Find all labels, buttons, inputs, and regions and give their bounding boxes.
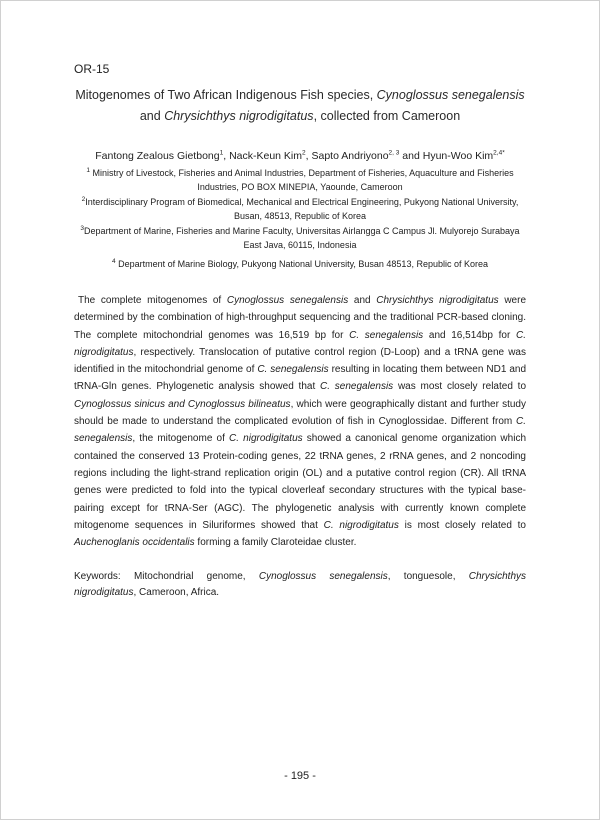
author-name: Sapto Andriyono — [311, 150, 389, 162]
species-name: C. nigrodigitatus — [229, 433, 303, 445]
abstract-text: , respectively. Translocation of putative control region (D-Loop) and a tRNA gene was identified in the mitochondrial genome of — [74, 346, 526, 376]
species-name: Cynoglossus senegalensis — [226, 295, 349, 306]
affiliation-mark: 1 — [86, 167, 90, 174]
title-text: , collected from Cameroon — [313, 109, 461, 123]
author-separator: , — [223, 150, 230, 162]
title-text: Mitogenomes of Two African Indigenous Fish species, — [75, 88, 377, 102]
keywords-text: , tonguesole, — [387, 571, 469, 582]
title-species-2: Chrysichthys nigrodigitatus — [164, 109, 314, 123]
species-name: C. senegalensis — [320, 381, 394, 393]
abstract-text: resulting in locating them between ND1 and tRNA-Gln genes. Phylogenetic analysis showed that — [74, 364, 526, 393]
affiliation-text: East Java, 60115, Indonesia — [243, 240, 357, 250]
abstract-text: was most closely related to — [393, 381, 526, 393]
species-name: C. nigrodigitatus — [323, 519, 399, 531]
abstract-text: , the mitogenome of — [132, 433, 230, 445]
keywords-text: , Cameroon, Africa. — [133, 587, 220, 598]
affiliation-text: Busan, 48513, Republic of Korea — [233, 211, 367, 221]
abstract-text: , which were geographically distant and further study should be made to understand the complicated evolution of fish in Cynoglossidae. Different from — [74, 398, 526, 428]
author-affiliation-mark: 2,4* — [493, 149, 505, 157]
abstract-text: showed a canonical genome organization which contained the conserved 13 Protein-coding genes, 22 tRNA genes, 2 rRNA genes, and 2 noncoding regions including the light-strand replication origin (OL) and a putative control region (CR). All tRNA genes were predicted to fold into the typical cloverleaf secondary structures with the typical base-pairing except for tRNA-Ser (AGC). The phylogenetic analysis with currently known complete mitogenome sequences in Siluriformes showed that — [74, 433, 527, 531]
abstract-text: The complete mitogenomes of — [78, 295, 227, 306]
affiliation-mark: 2 — [81, 196, 86, 203]
affiliation-3 — [60, 224, 540, 252]
affiliation-text: Department of Marine Biology, Pukyong National University, Busan 48513, Republic of Korea — [115, 259, 488, 269]
author-name: Hyun-Woo Kim — [422, 150, 494, 162]
affiliation-mark: 4 — [112, 258, 116, 265]
species-name: Cynoglossus sinicus and Cynoglossus bilineatus — [74, 398, 291, 410]
abstract-text: and — [348, 295, 377, 306]
species-name: C. nigrodigitatus — [74, 329, 527, 358]
title-species-1: Cynoglossus senegalensis — [376, 88, 525, 102]
page-number: - 195 - — [284, 770, 316, 782]
abstract-text: forming a family Claroteidae cluster. — [194, 537, 357, 549]
affiliation-2 — [60, 195, 540, 223]
abstract-text: and 16,514bp for — [423, 329, 517, 341]
author-affiliation-mark: 2, 3 — [388, 149, 400, 157]
abstract-text: were determined by the combination of high-throughput sequencing and the traditional PCR-based cloning. The complete mitochondrial genomes was 16,519 bp for — [74, 295, 527, 341]
species-name: Chrysichthys nigrodigitatus — [376, 295, 499, 306]
keywords — [74, 569, 526, 601]
affiliation-4 — [60, 257, 540, 271]
abstract-text: is most closely related to — [398, 519, 526, 531]
affiliation-text: Industries, PO BOX MINEPIA, Yaounde, Cameroon — [197, 182, 403, 192]
abstract-code: OR-15 — [74, 62, 110, 76]
title-text: and — [139, 109, 165, 123]
species-name: C. senegalensis — [257, 364, 329, 376]
author-name: Fantong Zealous Gietbong — [95, 150, 220, 162]
affiliation-text: Interdisciplinary Program of Biomedical, Mechanical and Electrical Engineering, Pukyong National University, — [85, 197, 519, 207]
affiliation-1 — [60, 166, 540, 194]
paper-title — [60, 85, 540, 127]
species-name: Auchenoglanis occidentalis — [74, 537, 195, 549]
author-separator: and — [399, 150, 423, 162]
keywords-text: Keywords: Mitochondrial genome, — [74, 571, 259, 582]
author-affiliation-mark: 2 — [302, 149, 306, 157]
author-separator: , — [305, 150, 312, 162]
species-name: Cynoglossus senegalensis — [258, 571, 388, 582]
author-list — [60, 148, 540, 164]
species-name: Chrysichthys nigrodigitatus — [74, 571, 527, 598]
author-name: Nack-Keun Kim — [229, 150, 303, 162]
abstract-body — [74, 292, 526, 551]
affiliation-mark: 3 — [80, 225, 85, 232]
species-name: C. senegalensis — [74, 416, 526, 445]
affiliation-text: Ministry of Livestock, Fisheries and Animal Industries, Department of Fisheries, Aquaculture and Fisheries — [89, 168, 514, 178]
author-affiliation-mark: 1 — [219, 149, 224, 157]
species-name: C. senegalensis — [349, 329, 424, 341]
affiliation-text: Department of Marine, Fisheries and Marine Faculty, Universitas Airlangga C Campus Jl. Mulyorejo Surabaya — [84, 226, 520, 236]
